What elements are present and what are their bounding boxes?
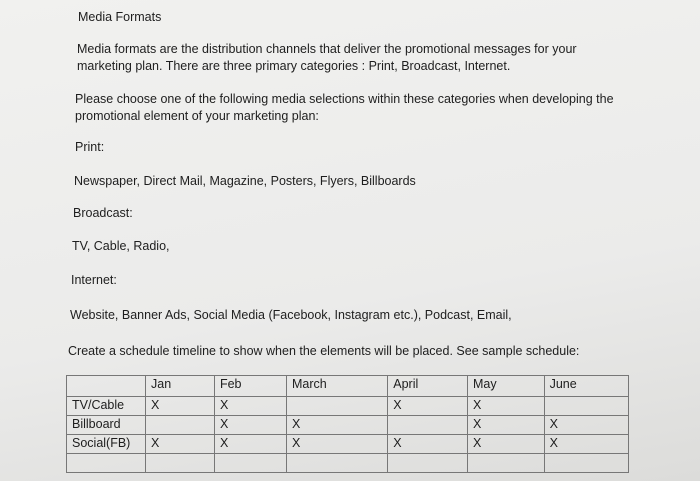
table-header-cell: March — [287, 376, 388, 397]
table-cell: X — [146, 397, 215, 416]
table-cell — [146, 416, 215, 435]
table-cell: X — [467, 397, 544, 416]
table-cell — [544, 397, 628, 416]
table-cell — [287, 397, 388, 416]
table-cell: X — [467, 416, 544, 435]
table-cell — [388, 416, 468, 435]
category-print-heading: Print: — [75, 140, 105, 154]
table-cell — [146, 454, 215, 473]
table-cell: X — [287, 416, 388, 435]
table-cell — [388, 454, 468, 473]
table-row — [67, 416, 629, 435]
table-header-cell: June — [544, 376, 628, 397]
table-cell: X — [214, 435, 286, 454]
table-cell — [67, 454, 146, 473]
category-print-items: Newspaper, Direct Mail, Magazine, Posters, Flyers, Billboards — [74, 174, 416, 188]
intro-paragraph: Media formats are the distribution channels that deliver the promotional messages for your marketing plan. There are three primary categories : Print, Broadcast, Internet. — [77, 42, 577, 73]
table-cell: TV/Cable — [67, 397, 146, 416]
table-cell — [214, 454, 286, 473]
schedule-table — [66, 375, 629, 473]
table-cell: X — [388, 397, 468, 416]
table-header-cell: April — [388, 376, 468, 397]
table-cell: X — [388, 435, 468, 454]
table-header-cell: Jan — [146, 376, 215, 397]
category-internet-heading: Internet: — [71, 273, 117, 287]
table-cell — [287, 454, 388, 473]
table-row — [67, 435, 629, 454]
table-cell — [544, 454, 628, 473]
table-cell: X — [287, 435, 388, 454]
table-cell: X — [146, 435, 215, 454]
table-header-cell: Feb — [214, 376, 286, 397]
table-cell: X — [214, 416, 286, 435]
table-cell: Billboard — [67, 416, 146, 435]
document-title: Media Formats — [78, 10, 162, 24]
table-cell: Social(FB) — [67, 435, 146, 454]
schedule-prompt: Create a schedule timeline to show when the elements will be placed. See sample schedule: — [68, 344, 580, 358]
table-row-empty — [67, 454, 629, 473]
table-cell — [467, 454, 544, 473]
category-broadcast-items: TV, Cable, Radio, — [72, 239, 170, 253]
table-cell: X — [467, 435, 544, 454]
instruction-paragraph: Please choose one of the following media selections within these categories when developing the promotional element of your marketing plan: — [75, 92, 614, 123]
table-cell: X — [544, 435, 628, 454]
table-cell: X — [544, 416, 628, 435]
table-cell: X — [214, 397, 286, 416]
category-broadcast-heading: Broadcast: — [73, 206, 133, 220]
category-internet-items: Website, Banner Ads, Social Media (Facebook, Instagram etc.), Podcast, Email, — [70, 308, 512, 322]
table-header-cell — [67, 376, 146, 397]
table-header-cell: May — [467, 376, 544, 397]
table-row — [67, 397, 629, 416]
table-header-row — [67, 376, 629, 397]
